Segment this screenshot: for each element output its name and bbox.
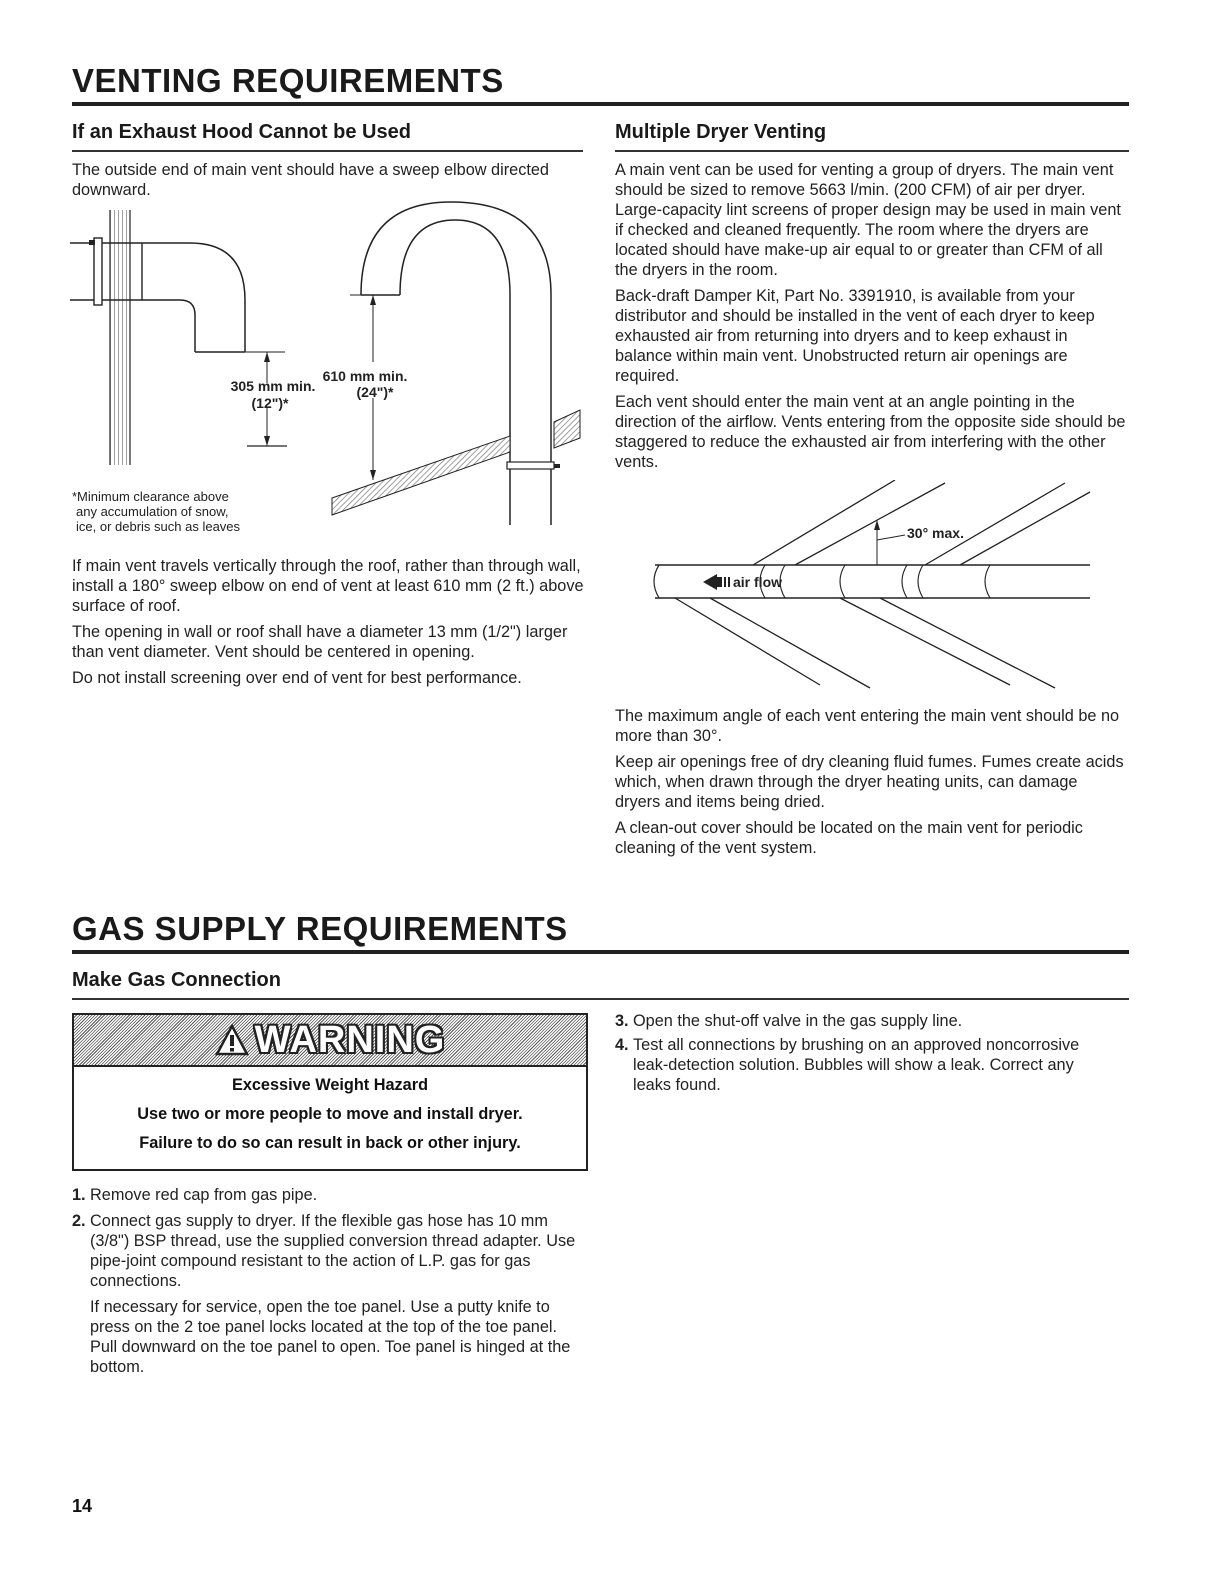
gas-steps-left: [72, 1185, 587, 1377]
exhaust-hood-heading-rule: [72, 150, 583, 152]
footnote-line-1: *Minimum clearance above: [72, 489, 229, 504]
airflow-label: air flow: [733, 574, 783, 590]
list-item: [72, 1185, 587, 1205]
list-item: [615, 1035, 1115, 1095]
multiple-vent-diagram: [645, 480, 1095, 695]
list-item: [72, 1211, 587, 1291]
dimension-305: 305 mm min.: [230, 378, 316, 394]
airflow-arrow-icon: [703, 574, 717, 590]
gas-supply-title: GAS SUPPLY REQUIREMENTS: [72, 910, 568, 947]
fumes-paragraph: Keep air openings free of dry cleaning fluid fumes. Fumes create acids which, when drawn through the dryer heating units, can damage dryers and items being dried.: [615, 753, 1124, 811]
warning-header: [74, 1015, 586, 1067]
step-number: 4.: [615, 1036, 629, 1054]
step-text: Remove red cap from gas pipe.: [90, 1186, 318, 1204]
multiple-dryer-heading: Multiple Dryer Venting: [615, 121, 827, 143]
opening-paragraph: The opening in wall or roof shall have a diameter 13 mm (1/2") larger than vent diameter. Vent should be centered in opening.: [72, 623, 568, 661]
step-text: Open the shut-off valve in the gas supply line.: [633, 1012, 963, 1030]
multiple-dryer-heading-rule: [615, 150, 1129, 152]
exhaust-hood-paragraphs: [72, 556, 587, 688]
venting-title: VENTING REQUIREMENTS: [72, 62, 504, 99]
dimension-610: 610 mm min.: [322, 368, 408, 384]
main-vent-paragraph: A main vent can be used for venting a group of dryers. The main vent should be sized to remove 5663 l/min. (200 CFM) of air per dryer. Large-capacity lint screens of proper design may be used in main vent if checked and cleaned frequently. The room where the dryers are located should have make-up air equal to or greater than CFM of all the dryers in the room.: [615, 161, 1121, 279]
angle-label: 30° max.: [907, 525, 964, 541]
list-item: [615, 1011, 1115, 1031]
exhaust-hood-heading: If an Exhaust Hood Cannot be Used: [72, 121, 411, 143]
make-gas-connection-heading: Make Gas Connection: [72, 969, 281, 991]
page-number: 14: [72, 1496, 93, 1516]
damper-paragraph: Back-draft Damper Kit, Part No. 3391910, is available from your distributor and should be installed in the vent of each dryer to keep exhausted air from returning into dryers and to keep exhaust in balance within main vent. Unobstructed return air openings are required.: [615, 287, 1095, 385]
warning-triangle-icon: [215, 1024, 249, 1056]
step-number: 3.: [615, 1012, 629, 1030]
footnote-line-2: any accumulation of snow,: [76, 504, 229, 519]
screening-paragraph: Do not install screening over end of vent for best performance.: [72, 669, 522, 687]
multiple-dryer-paragraphs-2: [615, 706, 1127, 858]
exhaust-hood-intro: The outside end of main vent should have a sweep elbow directed downward.: [72, 161, 549, 199]
step-number: 1.: [72, 1186, 86, 1204]
gas-steps-right: [615, 1011, 1115, 1095]
wall-hatch: [110, 210, 130, 465]
venting-title-rule: [72, 102, 1129, 106]
cleanout-paragraph: A clean-out cover should be located on the main vent for periodic cleaning of the vent system.: [615, 819, 1083, 857]
vent-angle-paragraph: Each vent should enter the main vent at an angle pointing in the direction of the airflow. Vents entering from the opposite side should be staggered to reduce the exhausted air from interfering with the other vents.: [615, 393, 1126, 471]
multiple-dryer-paragraphs: [615, 160, 1127, 472]
dimension-305-inch: (12")*: [251, 395, 289, 411]
roof-vent-paragraph: If main vent travels vertically through the roof, rather than through wall, install a 180° sweep elbow on end of vent at least 610 mm (2 ft.) above surface of roof.: [72, 557, 584, 615]
step-text: Test all connections by brushing on an approved noncorrosive leak-detection solution. Bubbles will show a leak. Correct any leaks found.: [633, 1036, 1080, 1094]
sweep-elbow-diagram: [70, 200, 590, 545]
warning-line-2: Failure to do so can result in back or other injury.: [139, 1134, 521, 1152]
gas-supply-title-rule: [72, 950, 1129, 954]
warning-box: [72, 1013, 588, 1171]
warning-line-1: Use two or more people to move and install dryer.: [137, 1105, 523, 1123]
step-text: Connect gas supply to dryer. If the flexible gas hose has 10 mm (3/8") BSP thread, use the supplied conversion thread adapter. Use pipe-joint compound resistant to the action of L.P. gas for gas connections.: [90, 1212, 576, 1290]
make-gas-connection-rule: [72, 998, 1129, 1000]
dimension-610-inch: (24")*: [356, 384, 394, 400]
max-angle-paragraph: The maximum angle of each vent entering the main vent should be no more than 30°.: [615, 707, 1120, 745]
warning-title: WARNING: [254, 1018, 446, 1061]
warning-hazard: Excessive Weight Hazard: [231, 1076, 429, 1094]
footnote-line-3: ice, or debris such as leaves: [76, 519, 241, 534]
step-2-note: If necessary for service, open the toe panel. Use a putty knife to press on the 2 toe panel locks located at the top of the toe panel. Pull downward on the toe panel to open. Toe panel is hinged at the bottom.: [90, 1298, 571, 1376]
step-number: 2.: [72, 1212, 86, 1230]
